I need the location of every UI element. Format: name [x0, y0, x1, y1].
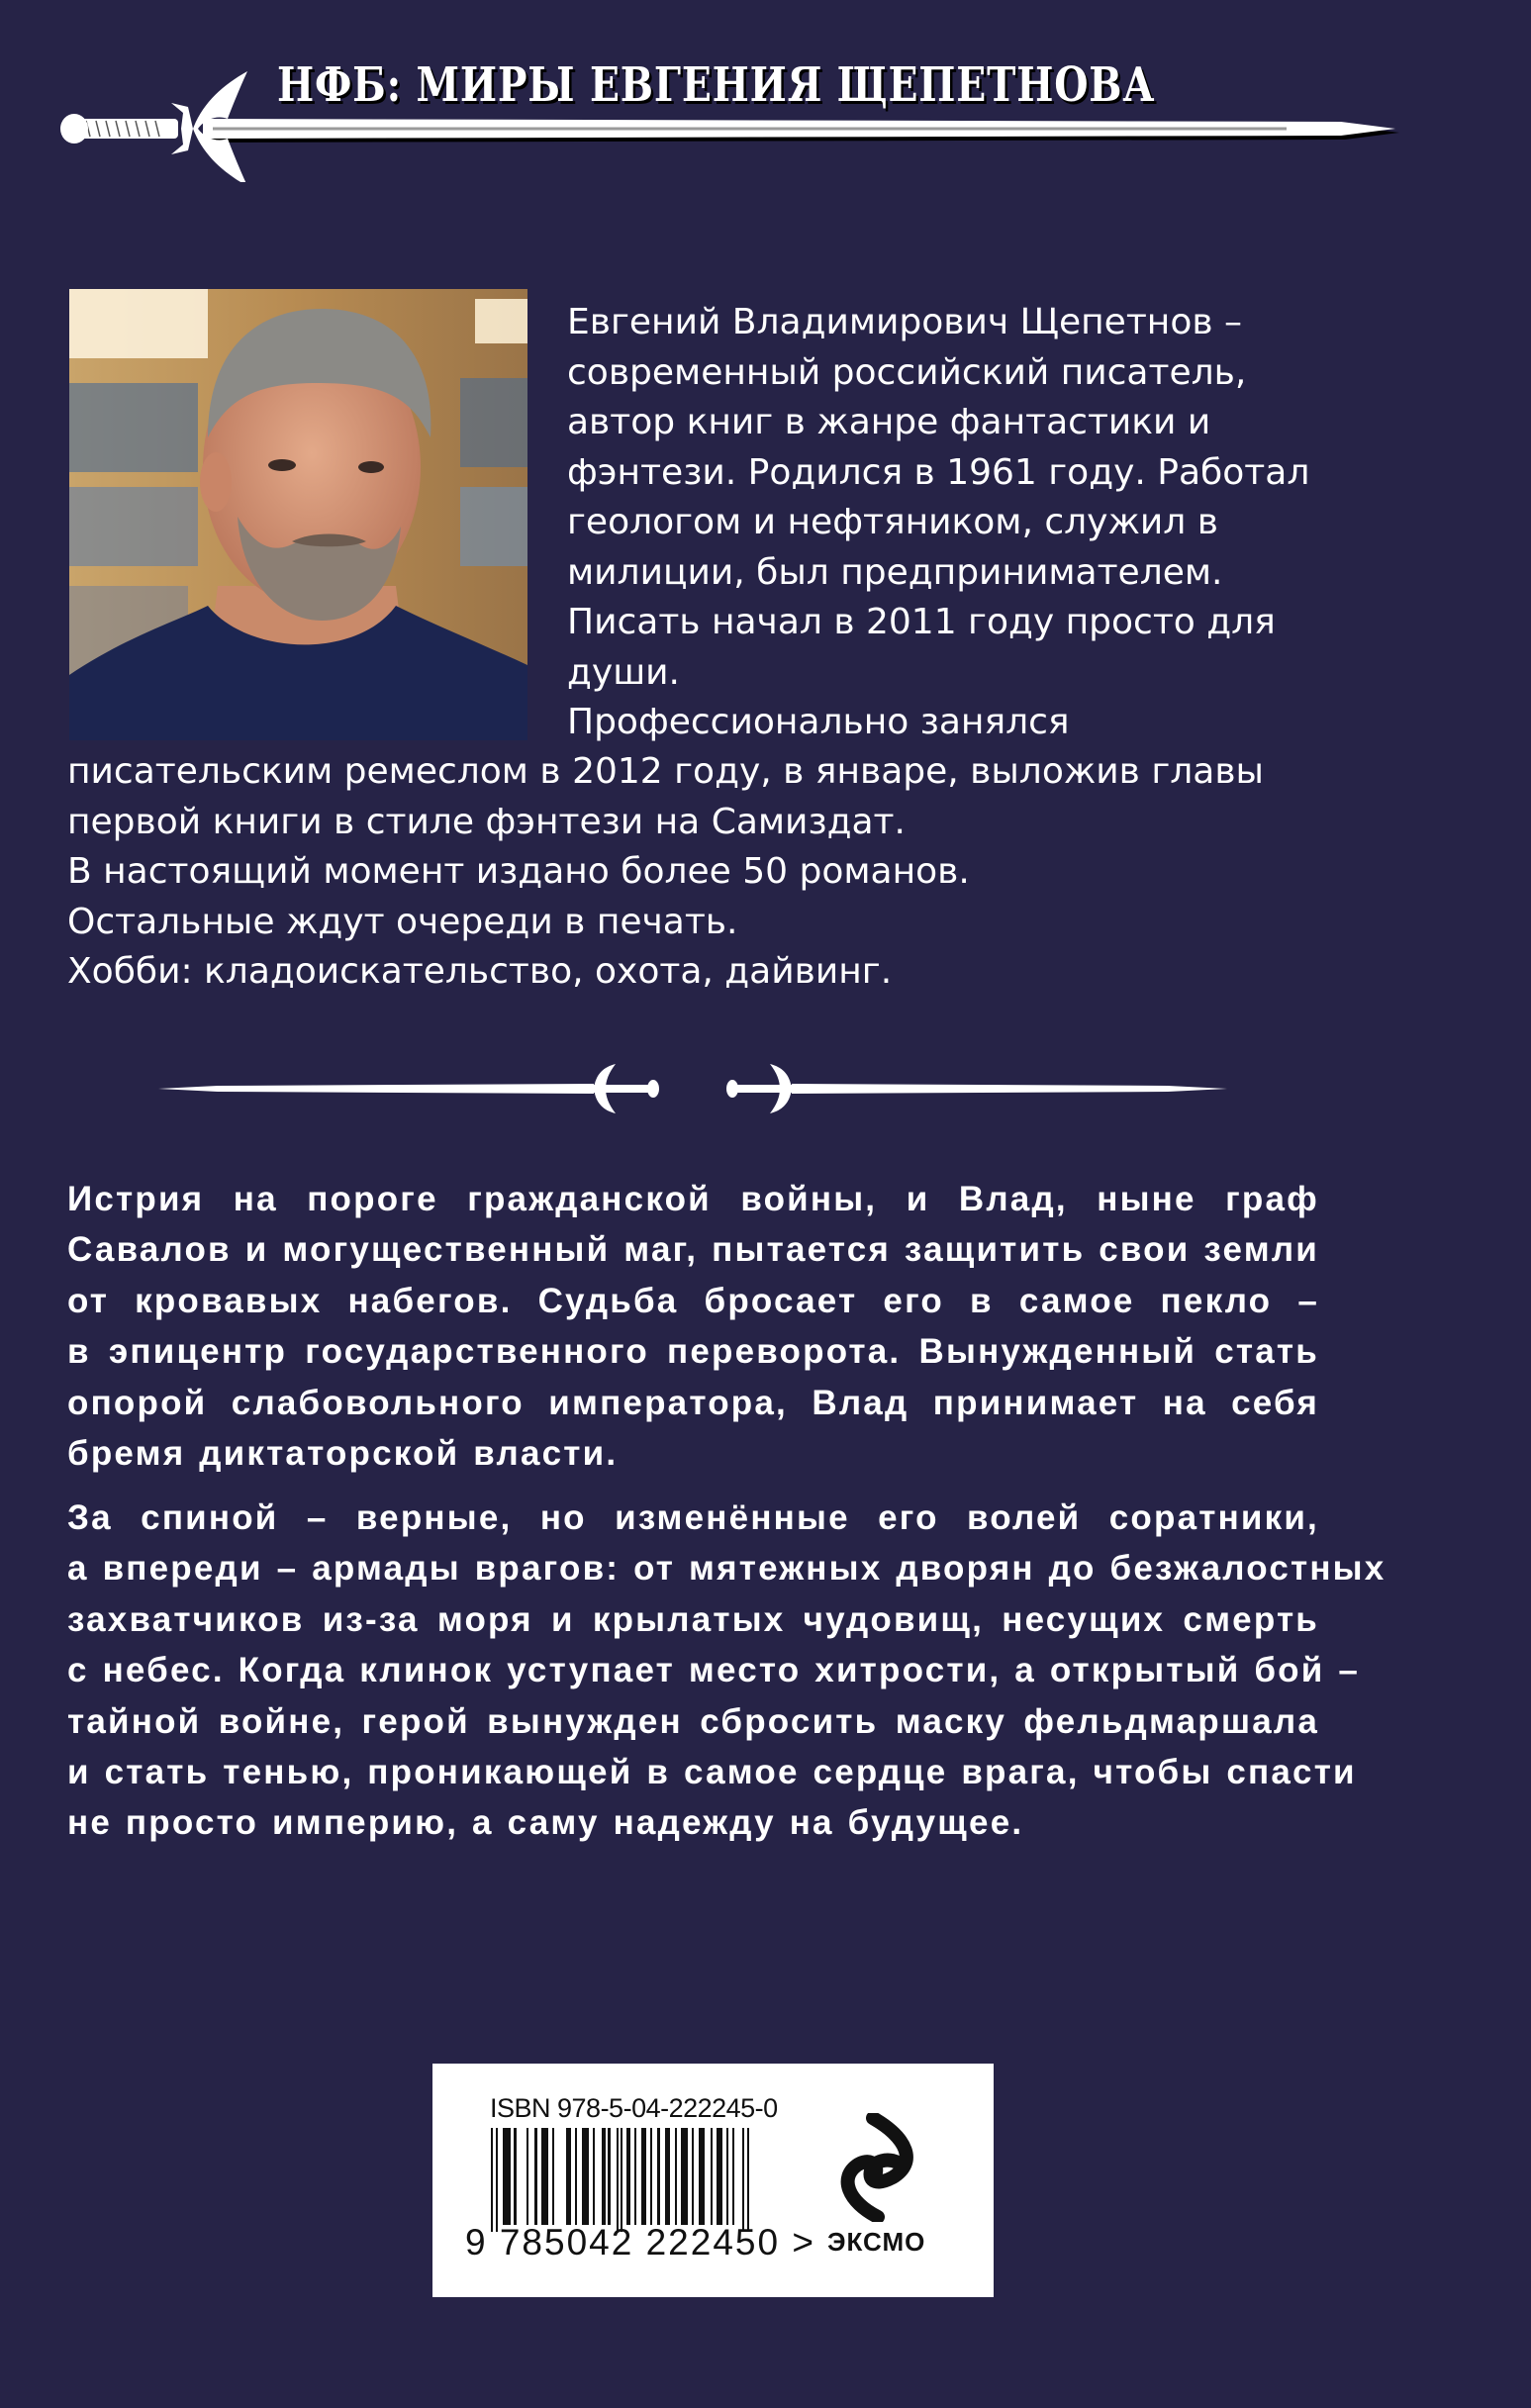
- annotation-line: тайной войне, герой вынужден сбросить маску фельдмаршала: [67, 1701, 1319, 1741]
- barcode-digits: 9 785042 222450 >: [465, 2222, 815, 2263]
- annotation-line: с небес. Когда клинок уступает место хитрости, а открытый бой –: [67, 1651, 1361, 1690]
- author-photo: [69, 289, 527, 740]
- bio-line: души.: [567, 651, 680, 693]
- bio-line: Остальные ждут очереди в печать.: [67, 901, 738, 942]
- author-bio-beside-photo: [567, 298, 1309, 748]
- annotation-line: и стать тенью, проникающей в самое сердце врага, чтобы спасти: [67, 1753, 1357, 1792]
- bio-line: В настоящий момент издано более 50 романов.: [67, 851, 970, 892]
- barcode-icon: [491, 2128, 758, 2232]
- author-portrait-image: [69, 289, 527, 740]
- annotation-line: в эпицентр государственного переворота. Вынужденный стать: [67, 1332, 1319, 1372]
- annotation-line: За спиной – верные, но изменённые его волей соратники,: [67, 1498, 1319, 1537]
- publisher-name: ЭКСМО: [827, 2227, 926, 2257]
- bio-line: первой книги в стиле фэнтези на Самиздат.: [67, 801, 906, 842]
- annotation-line: захватчиков из-за моря и крылатых чудовищ, несущих смерть: [67, 1599, 1319, 1639]
- annotation-paragraph-2: [67, 1493, 1387, 1849]
- annotation-line: Савалов и могущественный маг, пытается защитить свои земли: [67, 1230, 1319, 1270]
- bio-line: Писать начал в 2011 году просто для: [567, 602, 1276, 642]
- author-bio-full-width: [67, 747, 1264, 998]
- bio-line: современный российский писатель,: [567, 351, 1247, 393]
- annotation-line: от кровавых набегов. Судьба бросает его в самое пекло –: [67, 1281, 1319, 1320]
- bio-line: автор книг в жанре фантастики и: [567, 402, 1211, 442]
- annotation-line: опорой слабовольного императора, Влад принимает на себя: [67, 1383, 1319, 1422]
- bio-line: геологом и нефтяником, служил в: [567, 502, 1218, 542]
- bio-line: Профессионально занялся: [567, 702, 1070, 742]
- bio-line: писательским ремеслом в 2012 году, в январе, выложив главы: [67, 751, 1264, 792]
- series-title: НФБ: МИРЫ ЕВГЕНИЯ ЩЕПЕТНОВА: [277, 57, 1156, 113]
- eksmo-logo-icon: [838, 2113, 927, 2222]
- bio-line: Хобби: кладоискательство, охота, дайвинг.: [67, 951, 893, 992]
- bio-line: Евгений Владимирович Щепетнов –: [567, 302, 1243, 342]
- annotation-line: а впереди – армады врагов: от мятежных дворян до безжалостных: [67, 1549, 1387, 1589]
- annotation-paragraph-1: [67, 1174, 1319, 1479]
- crossed-swords-divider-icon: [158, 1059, 1227, 1118]
- annotation-line: не просто империю, а саму надежду на будущее.: [67, 1803, 1024, 1843]
- isbn-label: ISBN 978-5-04-222245-0: [490, 2093, 778, 2123]
- barcode-panel: [432, 2064, 994, 2297]
- bio-line: фэнтези. Родился в 1961 году. Работал: [567, 451, 1310, 493]
- annotation-line: Истрия на пороге гражданской войны, и Влад, ныне граф: [67, 1180, 1319, 1218]
- bio-line: милиции, был предпринимателем.: [567, 551, 1223, 593]
- annotation-line: бремя диктаторской власти.: [67, 1434, 619, 1474]
